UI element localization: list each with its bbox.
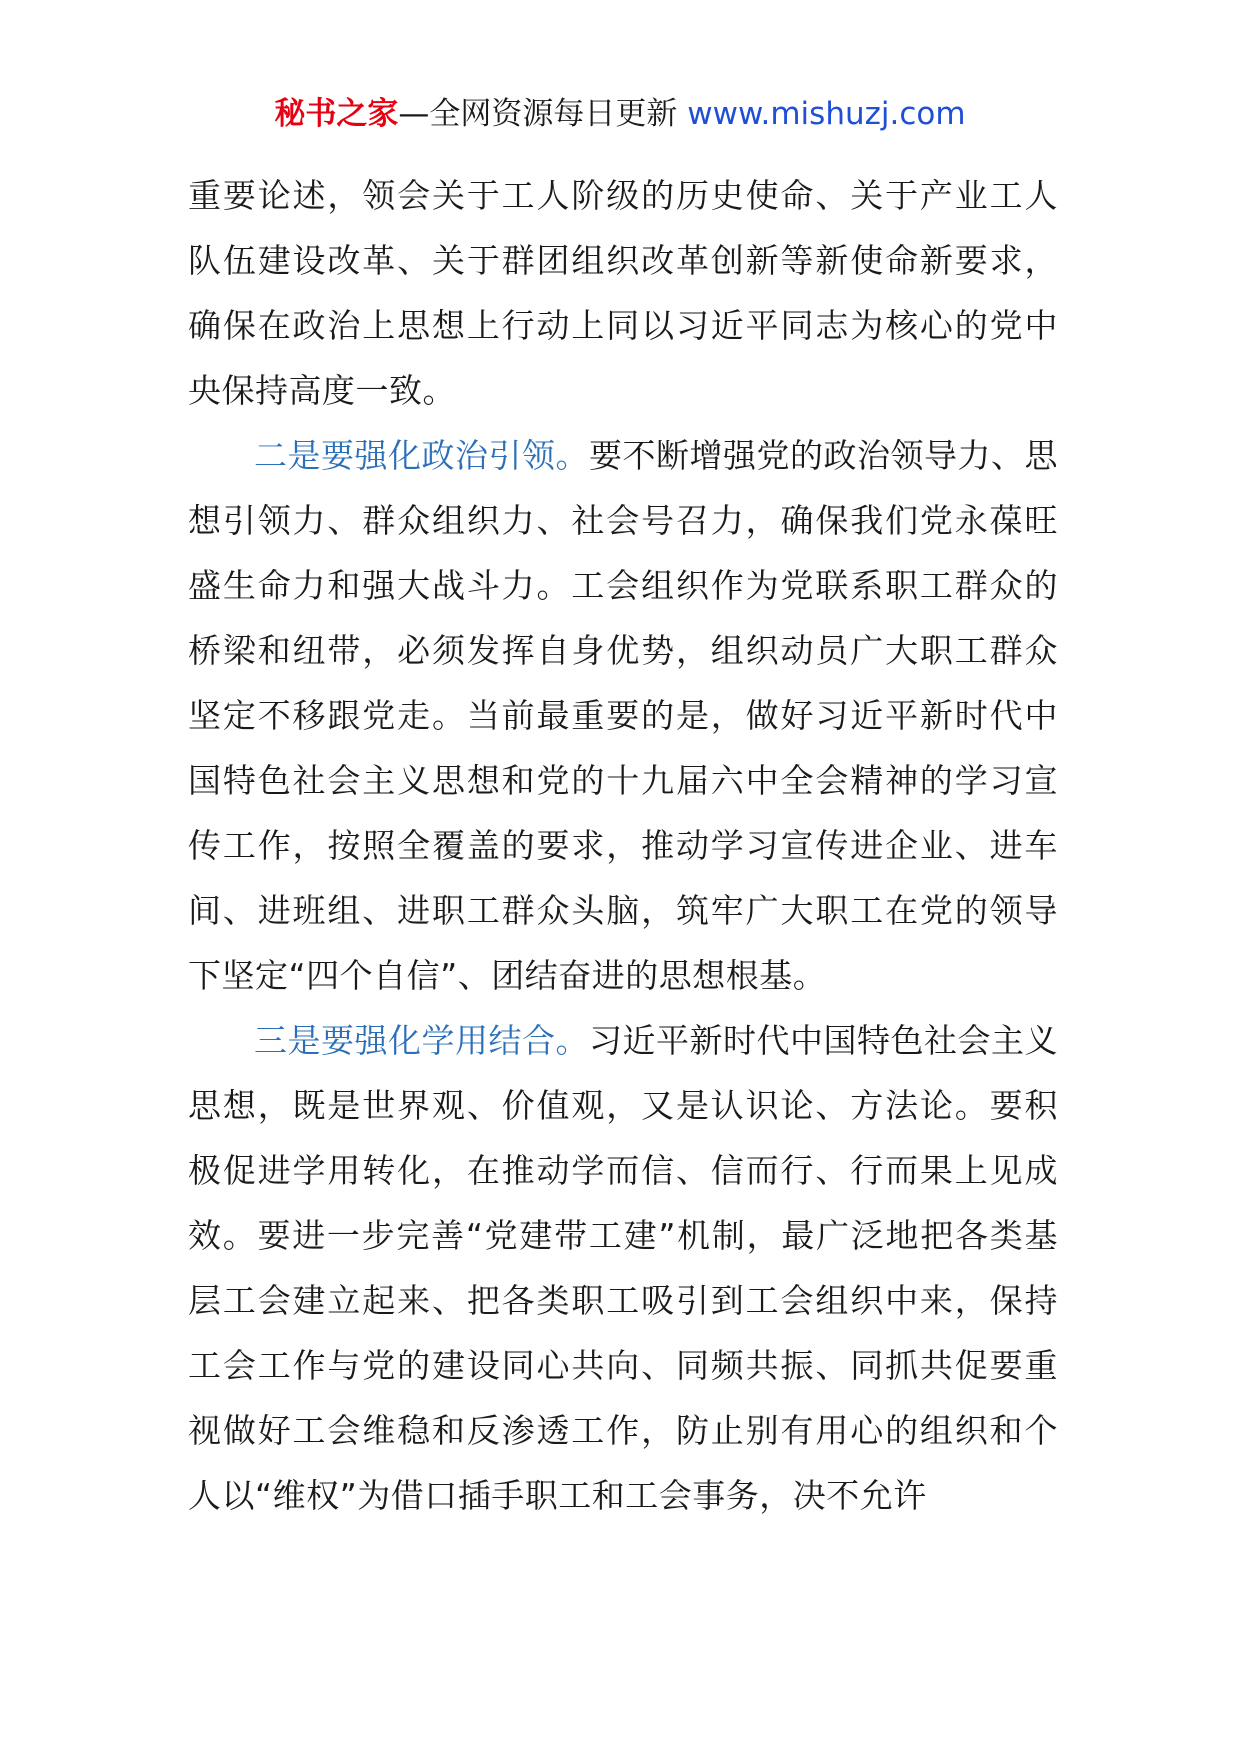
paragraph-study-application — [188, 1008, 1058, 1528]
paragraph-text: 习近平新时代中国特色社会主义思想，既是世界观、价值观，又是认识论、方法论。要积极促进学用转化，在推动学而信、信而行、行而果上见成效。要进一步完善“党建带工建”机制，最广泛地把各类基层工会建立起来、把各类职工吸引到工会组织中来，保持工会工作与党的建设同心共向、同频共振、同抓共促要重视做好工会维稳和反渗透工作，防止别有用心的组织和个人以“维权”为借口插手职工和工会事务，决不允许 — [188, 1021, 1058, 1515]
paragraph-continuation — [188, 163, 1058, 423]
paragraph-heading: 二是要强化政治引领。 — [254, 436, 589, 475]
paragraph-text: 重要论述，领会关于工人阶级的历史使命、关于产业工人队伍建设改革、关于群团组织改革创新等新使命新要求，确保在政治上思想上行动上同以习近平同志为核心的党中央保持高度一致。 — [188, 176, 1058, 410]
site-header — [0, 92, 1240, 136]
paragraph-heading: 三是要强化学用结合。 — [254, 1021, 589, 1060]
document-body — [188, 163, 1058, 1528]
paragraph-text: 要不断增强党的政治领导力、思想引领力、群众组织力、社会号召力，确保我们党永葆旺盛生命力和强大战斗力。工会组织作为党联系职工群众的桥梁和纽带，必须发挥自身优势，组织动员广大职工群众坚定不移跟党走。当前最重要的是，做好习近平新时代中国特色社会主义思想和党的十九届六中全会精神的学习宣传工作，按照全覆盖的要求，推动学习宣传进企业、进车间、进班组、进职工群众头脑，筑牢广大职工在党的领导下坚定“四个自信”、团结奋进的思想根基。 — [188, 436, 1058, 995]
paragraph-political-guidance — [188, 423, 1058, 1008]
site-brand: 秘书之家 — [274, 96, 399, 132]
site-url-link[interactable]: www.mishuzj.com — [687, 96, 966, 132]
site-slogan: —全网资源每日更新 — [398, 96, 688, 132]
